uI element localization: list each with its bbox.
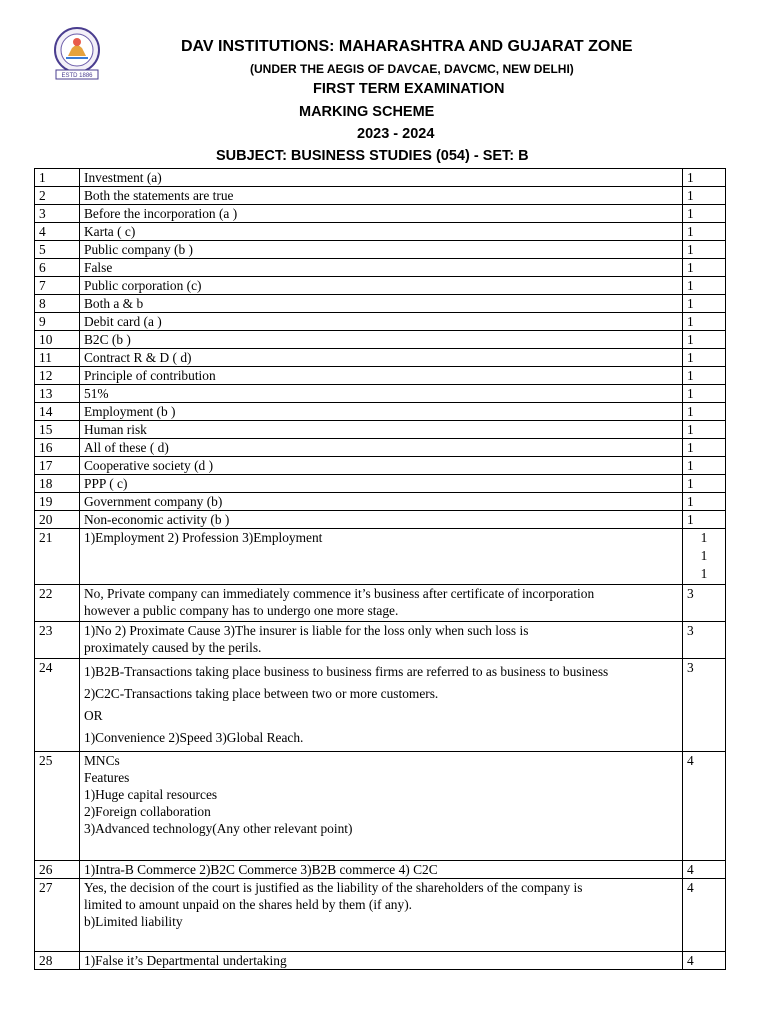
table-row: [35, 622, 726, 659]
marks: 3: [683, 622, 726, 659]
question-number: 14: [35, 403, 80, 421]
answer: Debit card (a ): [80, 313, 683, 331]
answer: 1)False it’s Departmental undertaking: [80, 952, 683, 970]
institution-title: DAV INSTITUTIONS: MAHARASHTRA AND GUJARAT ZONE: [181, 38, 633, 55]
question-number: 6: [35, 259, 80, 277]
answer: 51%: [80, 385, 683, 403]
question-number: 4: [35, 223, 80, 241]
answer: No, Private company can immediately commence it’s business after certificate of incorporation however a public company has to undergo one more stage.: [80, 585, 683, 622]
question-number: 1: [35, 169, 80, 187]
table-row: [35, 529, 726, 585]
question-number: 21: [35, 529, 80, 585]
answer: Yes, the decision of the court is justified as the liability of the shareholders of the company is limited to amount unpaid on the shares held by them (if any). b)Limited liability: [80, 879, 683, 952]
marks: 1: [683, 511, 726, 529]
marking-scheme-table: [34, 168, 726, 970]
answer: Employment (b ): [80, 403, 683, 421]
answer: Both the statements are true: [80, 187, 683, 205]
marks: 4: [683, 879, 726, 952]
answer: False: [80, 259, 683, 277]
marks: 1: [683, 277, 726, 295]
question-number: 27: [35, 879, 80, 952]
marks: 1: [683, 493, 726, 511]
academic-year: 2023 - 2024: [357, 126, 435, 142]
table-row: [35, 585, 726, 622]
table-row: [35, 187, 726, 205]
answer: All of these ( d): [80, 439, 683, 457]
question-number: 19: [35, 493, 80, 511]
answer: Public corporation (c): [80, 277, 683, 295]
table-row: [35, 659, 726, 752]
answer: Investment (a): [80, 169, 683, 187]
marks: 4: [683, 952, 726, 970]
marks: 1: [683, 457, 726, 475]
dav-college-logo: [42, 26, 112, 82]
question-number: 15: [35, 421, 80, 439]
question-number: 22: [35, 585, 80, 622]
table-row: [35, 223, 726, 241]
marks: 1: [683, 313, 726, 331]
marks: 3: [683, 659, 726, 752]
table-row: [35, 349, 726, 367]
question-number: 20: [35, 511, 80, 529]
marks: 1 1 1: [683, 529, 726, 585]
marks: 1: [683, 205, 726, 223]
marks: 1: [683, 169, 726, 187]
table-row: [35, 385, 726, 403]
marks: 1: [683, 241, 726, 259]
table-row: [35, 403, 726, 421]
marks: 1: [683, 439, 726, 457]
answer: Both a & b: [80, 295, 683, 313]
marks: 1: [683, 187, 726, 205]
question-number: 5: [35, 241, 80, 259]
table-row: [35, 331, 726, 349]
table-row: [35, 241, 726, 259]
question-number: 16: [35, 439, 80, 457]
table-row: [35, 421, 726, 439]
answer: 1)B2B-Transactions taking place business to business firms are referred to as business to business 2)C2C-Transactions taking place between two or more customers. OR 1)Convenience 2)Speed 3)Global Reach.: [80, 659, 683, 752]
marks: 4: [683, 752, 726, 861]
marks: 1: [683, 367, 726, 385]
table-row: [35, 439, 726, 457]
question-number: 7: [35, 277, 80, 295]
table-row: [35, 277, 726, 295]
table-row: [35, 259, 726, 277]
subject-title: SUBJECT: BUSINESS STUDIES (054) - SET: B: [216, 148, 529, 164]
question-number: 18: [35, 475, 80, 493]
marks: 1: [683, 331, 726, 349]
aegis-subtitle: (UNDER THE AEGIS OF DAVCAE, DAVCMC, NEW DELHI): [250, 62, 574, 76]
exam-title: FIRST TERM EXAMINATION: [313, 81, 505, 97]
question-number: 8: [35, 295, 80, 313]
question-number: 11: [35, 349, 80, 367]
marks: 1: [683, 421, 726, 439]
answer: Principle of contribution: [80, 367, 683, 385]
marking-scheme-title: MARKING SCHEME: [299, 104, 435, 120]
table-row: [35, 879, 726, 952]
question-number: 17: [35, 457, 80, 475]
question-number: 3: [35, 205, 80, 223]
question-number: 26: [35, 861, 80, 879]
question-number: 25: [35, 752, 80, 861]
answer: Contract R & D ( d): [80, 349, 683, 367]
question-number: 23: [35, 622, 80, 659]
question-number: 28: [35, 952, 80, 970]
answer: PPP ( c): [80, 475, 683, 493]
table-row: [35, 475, 726, 493]
answer: 1)Intra-B Commerce 2)B2C Commerce 3)B2B commerce 4) C2C: [80, 861, 683, 879]
answer: Karta ( c): [80, 223, 683, 241]
marks: 4: [683, 861, 726, 879]
marks: 1: [683, 295, 726, 313]
question-number: 10: [35, 331, 80, 349]
answer: Cooperative society (d ): [80, 457, 683, 475]
table-row: [35, 952, 726, 970]
answer: 1)No 2) Proximate Cause 3)The insurer is liable for the loss only when such loss is proximately caused by the perils.: [80, 622, 683, 659]
answer: Non-economic activity (b ): [80, 511, 683, 529]
table-row: [35, 313, 726, 331]
answer: Before the incorporation (a ): [80, 205, 683, 223]
marks: 1: [683, 403, 726, 421]
table-row: [35, 205, 726, 223]
question-number: 24: [35, 659, 80, 752]
table-row: [35, 511, 726, 529]
table-row: [35, 367, 726, 385]
question-number: 9: [35, 313, 80, 331]
answer: Public company (b ): [80, 241, 683, 259]
table-row: [35, 493, 726, 511]
answer: MNCs Features 1)Huge capital resources 2)Foreign collaboration 3)Advanced technology(Any other relevant point): [80, 752, 683, 861]
marks: 1: [683, 349, 726, 367]
answer: B2C (b ): [80, 331, 683, 349]
table-row: [35, 169, 726, 187]
table-row: [35, 295, 726, 313]
question-number: 13: [35, 385, 80, 403]
marks: 1: [683, 475, 726, 493]
svg-text:ESTD 1886: ESTD 1886: [61, 73, 93, 79]
question-number: 12: [35, 367, 80, 385]
table-row: [35, 752, 726, 861]
marks: 1: [683, 385, 726, 403]
answer: Human risk: [80, 421, 683, 439]
question-number: 2: [35, 187, 80, 205]
table-row: [35, 457, 726, 475]
table-row: [35, 861, 726, 879]
marks: 1: [683, 259, 726, 277]
answer: 1)Employment 2) Profession 3)Employment: [80, 529, 683, 585]
marks: 3: [683, 585, 726, 622]
answer: Government company (b): [80, 493, 683, 511]
marks: 1: [683, 223, 726, 241]
